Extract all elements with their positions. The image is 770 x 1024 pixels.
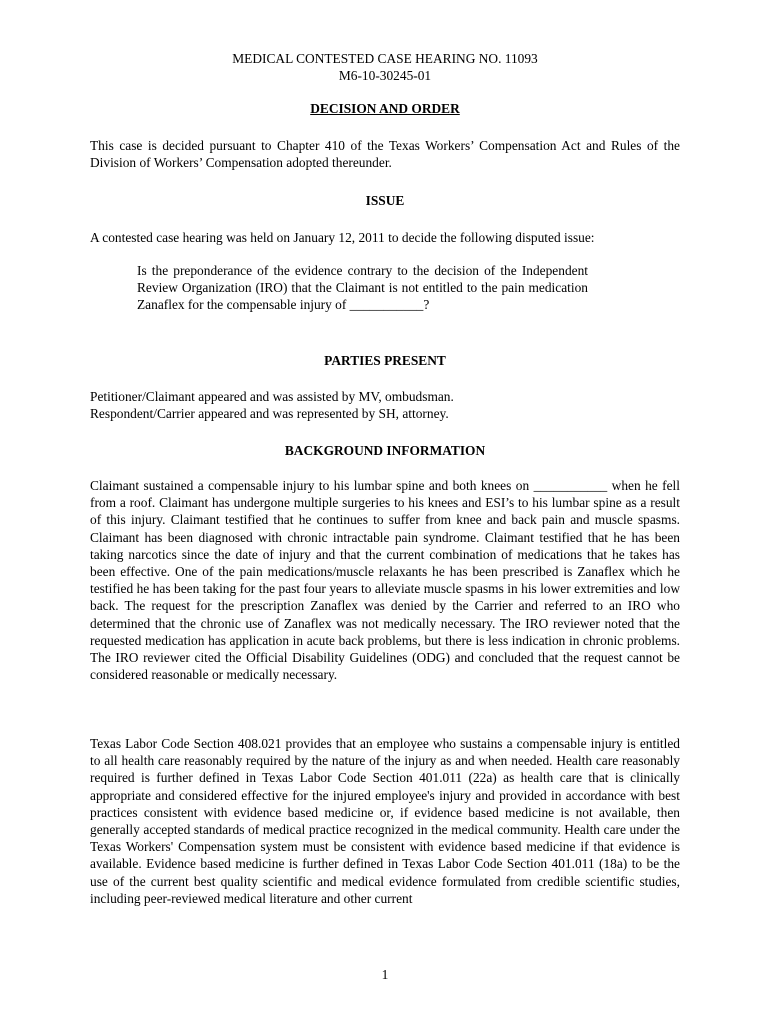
issue-paragraph (90, 229, 680, 246)
case-header (0, 50, 770, 84)
issue-heading: ISSUE (365, 193, 405, 208)
issue-text: A contested case hearing was held on January 12, 2011 to decide the following disputed issue: (90, 230, 595, 245)
background-paragraph-2 (90, 735, 680, 907)
disputed-issue-text: Is the preponderance of the evidence contrary to the decision of the Independent Review Organization (IRO) that the Claimant is not entitled to the pain medication Zanaflex for the compensable injury of ___________? (137, 263, 588, 313)
page-number: 1 (381, 967, 389, 982)
case-number: MEDICAL CONTESTED CASE HEARING NO. 11093 (232, 51, 538, 66)
respondent-line: Respondent/Carrier appeared and was represented by SH, attorney. (90, 406, 449, 422)
disputed-issue-quote (137, 262, 588, 314)
background-text-2: Texas Labor Code Section 408.021 provides that an employee who sustains a compensable injury is entitled to all health care reasonably required by the nature of the injury as and when needed. Health care reasonably required is further defined in Texas Labor Code Section 401.011 (22a) as health care that is clinically appropriate and considered effective for the injured employee's injury and provided in accordance with best practices consistent with evidence based medicine or, if evidence based medicine is not available, then generally accepted standards of medical practice recognized in the medical community. Health care under the Texas Workers' Compensation system must be consistent with evidence based medicine if that evidence is available. Evidence based medicine is further defined in Texas Labor Code Section 401.011 (18a) to be the use of the current best quality scientific and medical evidence formulated from credible scientific studies, including peer-reviewed medical literature and other current (90, 736, 680, 906)
decision-title: DECISION AND ORDER (310, 101, 460, 116)
parties-heading: PARTIES PRESENT (324, 353, 446, 368)
background-heading: BACKGROUND INFORMATION (284, 443, 486, 458)
parties-list (90, 388, 680, 422)
background-paragraph-1 (90, 477, 680, 683)
intro-text: This case is decided pursuant to Chapter 410 of the Texas Workers’ Compensation Act and Rules of the Division of Workers’ Compensation adopted thereunder. (90, 138, 680, 171)
background-text-1: Claimant sustained a compensable injury to his lumbar spine and both knees on ___________ when he fell from a roof. Claimant has undergone multiple surgeries to his knees and ESI’s to his lumbar spine as a result of this injury. Claimant testified that he continues to suffer from knee and back pain and muscle spasms. Claimant has been diagnosed with chronic intractable pain syndrome. Claimant testified that he has been taking narcotics since the date of injury and that the current combination of medications that he takes has been effective. One of the pain medications/muscle relaxants he has been prescribed is Zanaflex which he testified he has been taking for the past four years to alleviate muscle spasms in his lower extremities and low back. The request for the prescription Zanaflex was denied by the Carrier and referred to an IRO who determined that the chronic use of Zanaflex was not medically necessary. The IRO reviewer noted that the requested medication has application in acute back problems, but there is less indication in chronic problems. The IRO reviewer cited the Official Disability Guidelines (ODG) and concluded that the request cannot be considered reasonable or medically necessary. (90, 478, 680, 683)
petitioner-line: Petitioner/Claimant appeared and was assisted by MV, ombudsman. (90, 389, 454, 404)
intro-paragraph (90, 137, 680, 171)
docket-number: M6-10-30245-01 (338, 68, 432, 83)
